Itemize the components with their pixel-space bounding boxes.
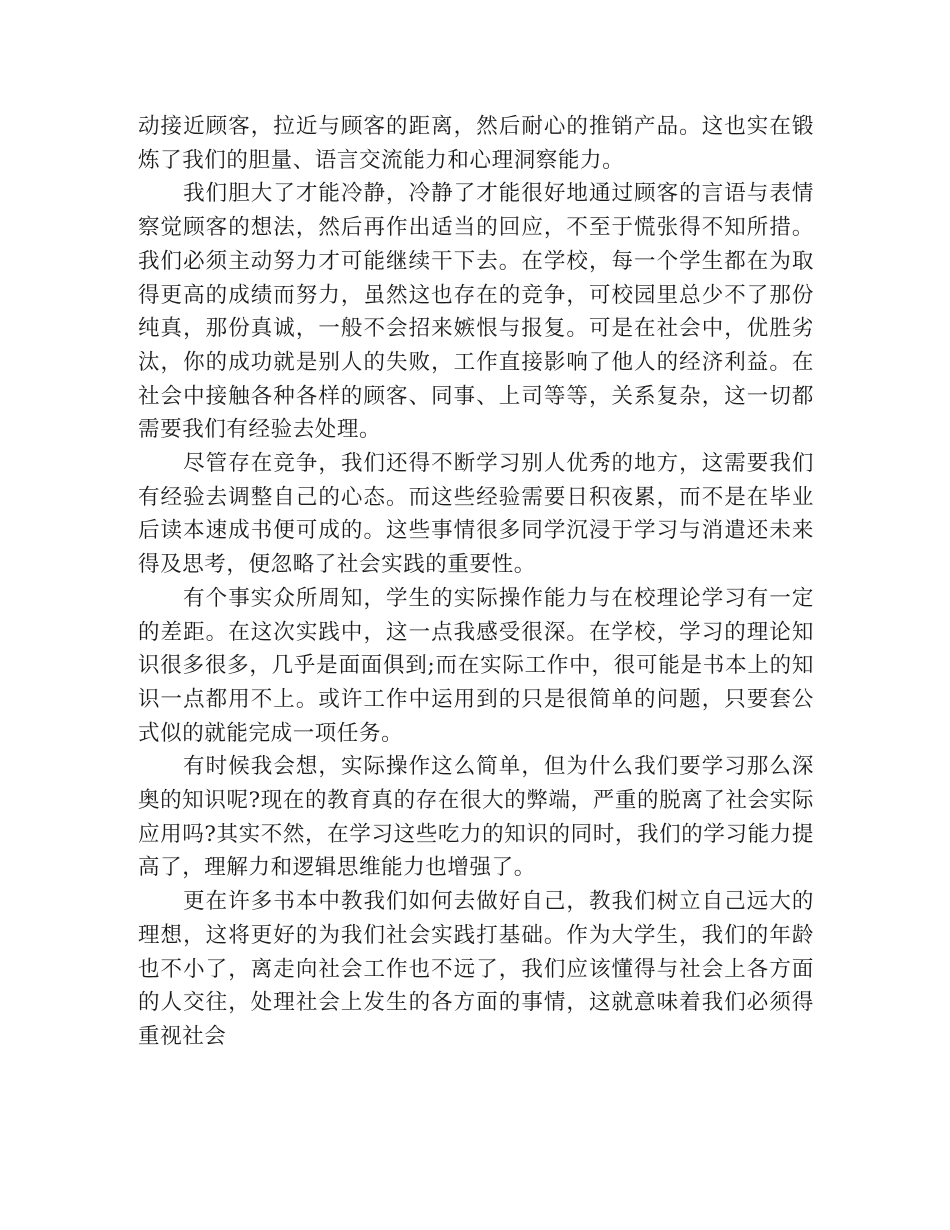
- paragraph-4: 有个事实众所周知，学生的实际操作能力与在校理论学习有一定的差距。在这次实践中，这一点我感受很深。在学校，学习的理论知识很多很多，几乎是面面俱到;而在实际工作中，很可能是书本上的知识一点都用不上。或许工作中运用到的只是很简单的问题，只要套公式似的就能完成一项任务。: [138, 585, 814, 746]
- paragraph-1: 动接近顾客，拉近与顾客的距离，然后耐心的推销产品。这也实在锻炼了我们的胆量、语言交流能力和心理洞察能力。: [138, 114, 814, 173]
- paragraph-6: 更在许多书本中教我们如何去做好自己，教我们树立自己远大的理想，这将更好的为我们社会实践打基础。作为大学生，我们的年龄也不小了，离走向社会工作也不远了，我们应该懂得与社会上各方面的人交往，处理社会上发生的各方面的事情，这就意味着我们必须得重视社会: [138, 889, 814, 1049]
- document-body: [138, 110, 814, 1054]
- paragraph-5: 有时候我会想，实际操作这么简单，但为什么我们要学习那么深奥的知识呢?现在的教育真的存在很大的弊端，严重的脱离了社会实际应用吗?其实不然，在学习这些吃力的知识的同时，我们的学习能力提高了，理解力和逻辑思维能力也增强了。: [138, 754, 814, 881]
- paragraph-2: 我们胆大了才能冷静，冷静了才能很好地通过顾客的言语与表情察觉顾客的想法，然后再作出适当的回应，不至于慌张得不知所措。我们必须主动努力才可能继续干下去。在学校，每一个学生都在为取得更高的成绩而努力，虽然这也存在的竞争，可校园里总少不了那份纯真，那份真诚，一般不会招来嫉恨与报复。可是在社会中，优胜劣汰，你的成功就是别人的失败，工作直接影响了他人的经济利益。在社会中接触各种各样的顾客、同事、上司等等，关系复杂，这一切都需要我们有经验去处理。: [138, 181, 814, 443]
- paragraph-3: 尽管存在竞争，我们还得不断学习别人优秀的地方，这需要我们有经验去调整自己的心态。而这些经验需要日积夜累，而不是在毕业后读本速成书便可成的。这些事情很多同学沉浸于学习与消遣还未来得及思考，便忽略了社会实践的重要性。: [138, 451, 814, 578]
